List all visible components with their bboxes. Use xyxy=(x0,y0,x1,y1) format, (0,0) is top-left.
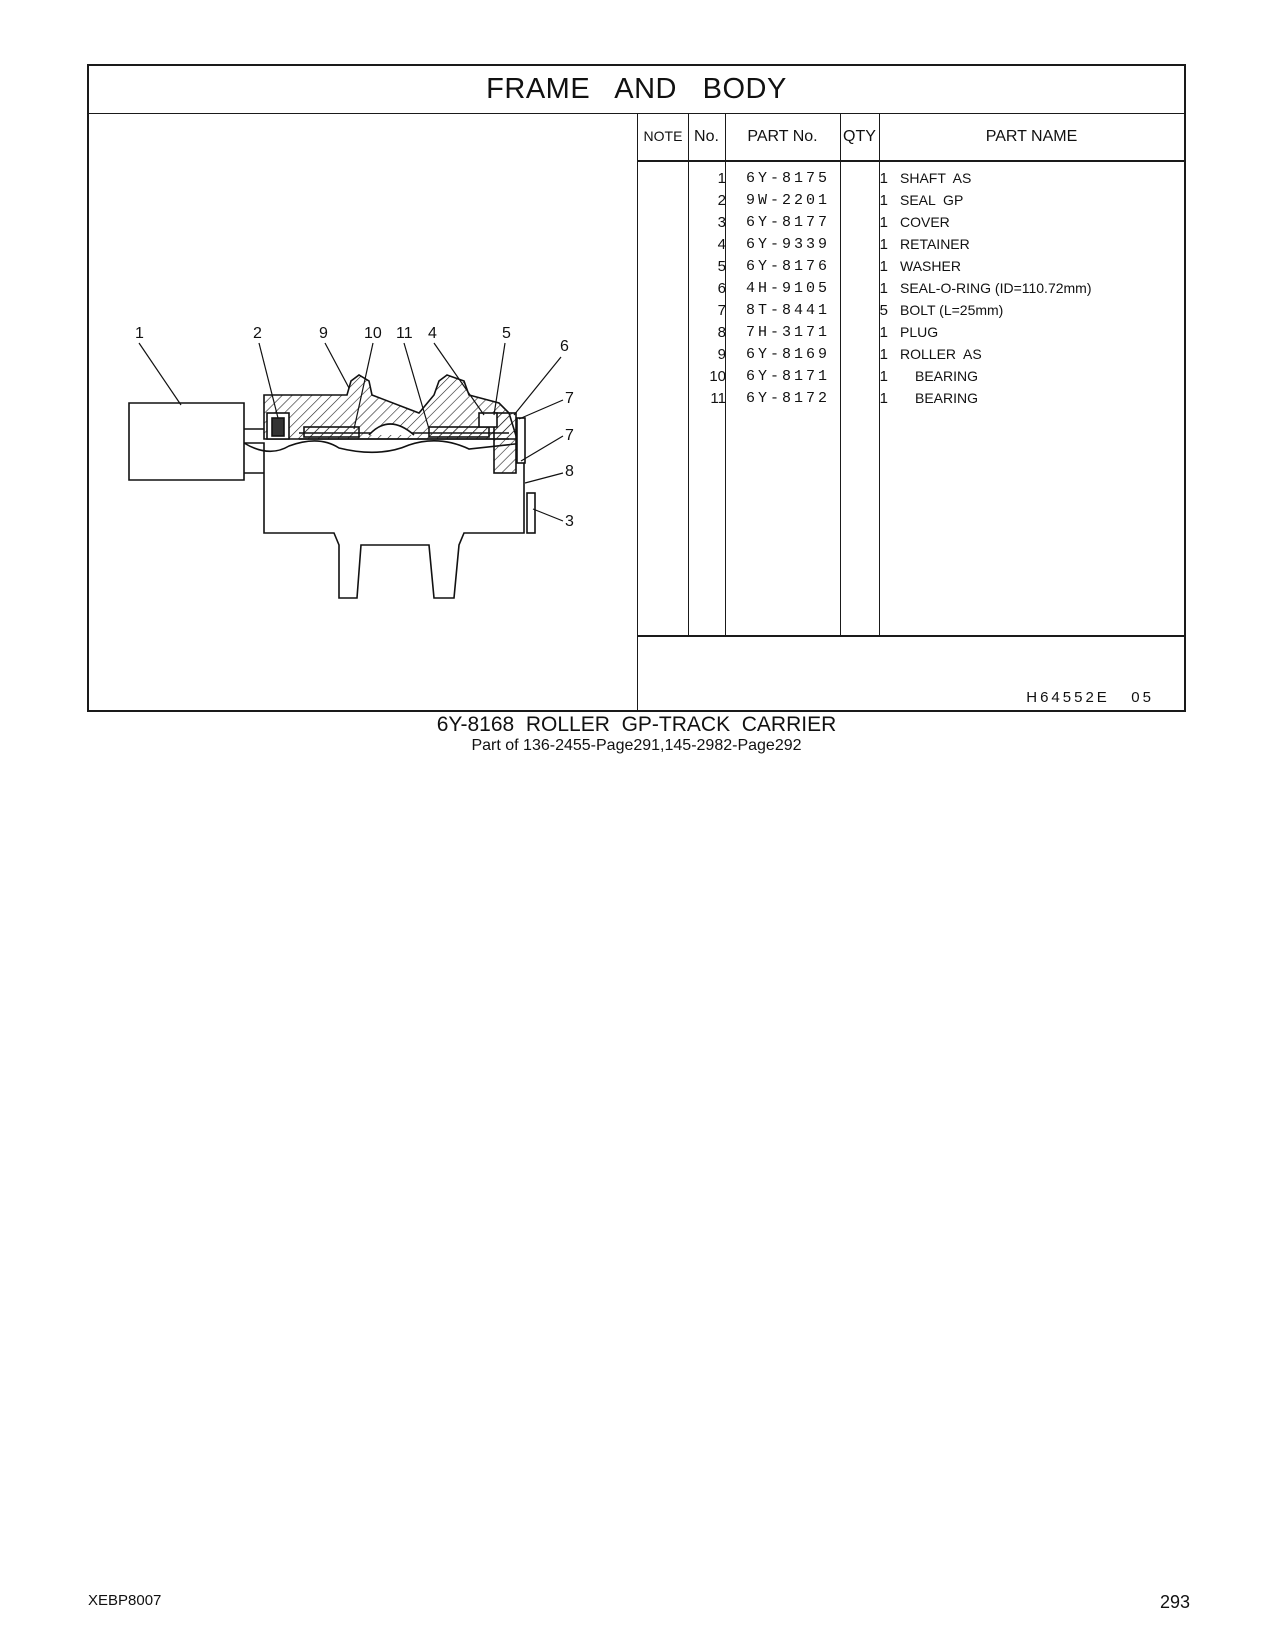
header-part-name: PART NAME xyxy=(985,128,1078,145)
item-number: 4 xyxy=(717,236,726,253)
part-number: 6Y-8171 xyxy=(745,368,830,385)
callout-1: 1 xyxy=(135,325,144,342)
parts-frame xyxy=(87,64,1186,712)
item-number: 6 xyxy=(717,280,726,297)
quantity: 1 xyxy=(879,390,888,407)
callout-8: 8 xyxy=(565,463,574,480)
header-no: No. xyxy=(694,128,719,145)
table-row xyxy=(638,280,1184,303)
item-number: 2 xyxy=(717,192,726,209)
part-number: 9W-2201 xyxy=(745,192,830,209)
header-part-no: PART No. xyxy=(747,128,818,145)
table-row xyxy=(638,368,1184,391)
callout-5: 5 xyxy=(502,325,511,342)
part-name: PLUG xyxy=(900,324,939,340)
part-name: SEAL-O-RING (ID=110.72mm) xyxy=(900,280,1092,296)
section-title-bar xyxy=(89,66,1184,114)
part-number: 7H-3171 xyxy=(745,324,830,341)
quantity: 1 xyxy=(879,324,888,341)
part-name: BOLT (L=25mm) xyxy=(900,302,1004,318)
callout-7b: 7 xyxy=(565,427,574,444)
quantity: 1 xyxy=(879,236,888,253)
table-row xyxy=(638,324,1184,347)
quantity: 1 xyxy=(879,368,888,385)
item-number: 5 xyxy=(717,258,726,275)
item-number: 1 xyxy=(717,170,726,187)
part-number: 6Y-8169 xyxy=(745,346,830,363)
table-row xyxy=(638,214,1184,237)
table-row xyxy=(638,390,1184,413)
part-name: COVER xyxy=(900,214,950,230)
header-note: NOTE xyxy=(643,128,683,144)
callout-9: 9 xyxy=(319,325,328,342)
quantity: 1 xyxy=(879,258,888,275)
exploded-diagram xyxy=(89,113,638,710)
table-row xyxy=(638,258,1184,281)
part-name: WASHER xyxy=(900,258,961,274)
item-number: 11 xyxy=(710,390,726,407)
callout-6: 6 xyxy=(560,338,569,355)
item-number: 7 xyxy=(717,302,726,319)
part-number: 4H-9105 xyxy=(745,280,830,297)
item-number: 9 xyxy=(717,346,726,363)
quantity: 1 xyxy=(879,192,888,209)
part-name: BEARING xyxy=(915,390,979,406)
part-number: 8T-8441 xyxy=(745,302,830,319)
part-number: 6Y-8176 xyxy=(745,258,830,275)
roller-drawing xyxy=(89,113,637,710)
section-title: FRAME AND BODY xyxy=(486,73,787,105)
quantity: 1 xyxy=(879,214,888,231)
parts-table xyxy=(638,113,1184,710)
part-name: RETAINER xyxy=(900,236,970,252)
quantity: 1 xyxy=(879,280,888,297)
part-name: SHAFT AS xyxy=(900,170,972,186)
document-id: XEBP8007 xyxy=(88,1592,162,1609)
callout-7a: 7 xyxy=(565,390,574,407)
callout-2: 2 xyxy=(253,325,262,342)
callout-11: 11 xyxy=(396,325,413,342)
assembly-subtitle: Part of 136-2455-Page291,145-2982-Page292 xyxy=(471,737,802,754)
table-row xyxy=(638,170,1184,193)
callout-10: 10 xyxy=(364,325,382,342)
quantity: 1 xyxy=(879,170,888,187)
table-row xyxy=(638,236,1184,259)
part-name: BEARING xyxy=(915,368,979,384)
table-row xyxy=(638,192,1184,215)
callout-3: 3 xyxy=(565,513,574,530)
table-row xyxy=(638,302,1184,325)
part-number: 6Y-9339 xyxy=(745,236,830,253)
header-qty: QTY xyxy=(843,128,876,145)
quantity: 5 xyxy=(879,302,888,319)
part-name: SEAL GP xyxy=(900,192,964,208)
page-number: 293 xyxy=(1160,1592,1191,1612)
quantity: 1 xyxy=(879,346,888,363)
part-name: ROLLER AS xyxy=(900,346,982,362)
part-number: 6Y-8177 xyxy=(745,214,830,231)
callout-4: 4 xyxy=(428,325,437,342)
assembly-title: 6Y-8168 ROLLER GP-TRACK CARRIER xyxy=(436,713,837,736)
part-number: 6Y-8175 xyxy=(745,170,830,187)
part-number: 6Y-8172 xyxy=(745,390,830,407)
item-number: 3 xyxy=(717,214,726,231)
table-row xyxy=(638,346,1184,369)
drawing-reference: H64552E 05 xyxy=(1026,689,1154,706)
item-number: 8 xyxy=(717,324,726,341)
item-number: 10 xyxy=(709,368,726,385)
